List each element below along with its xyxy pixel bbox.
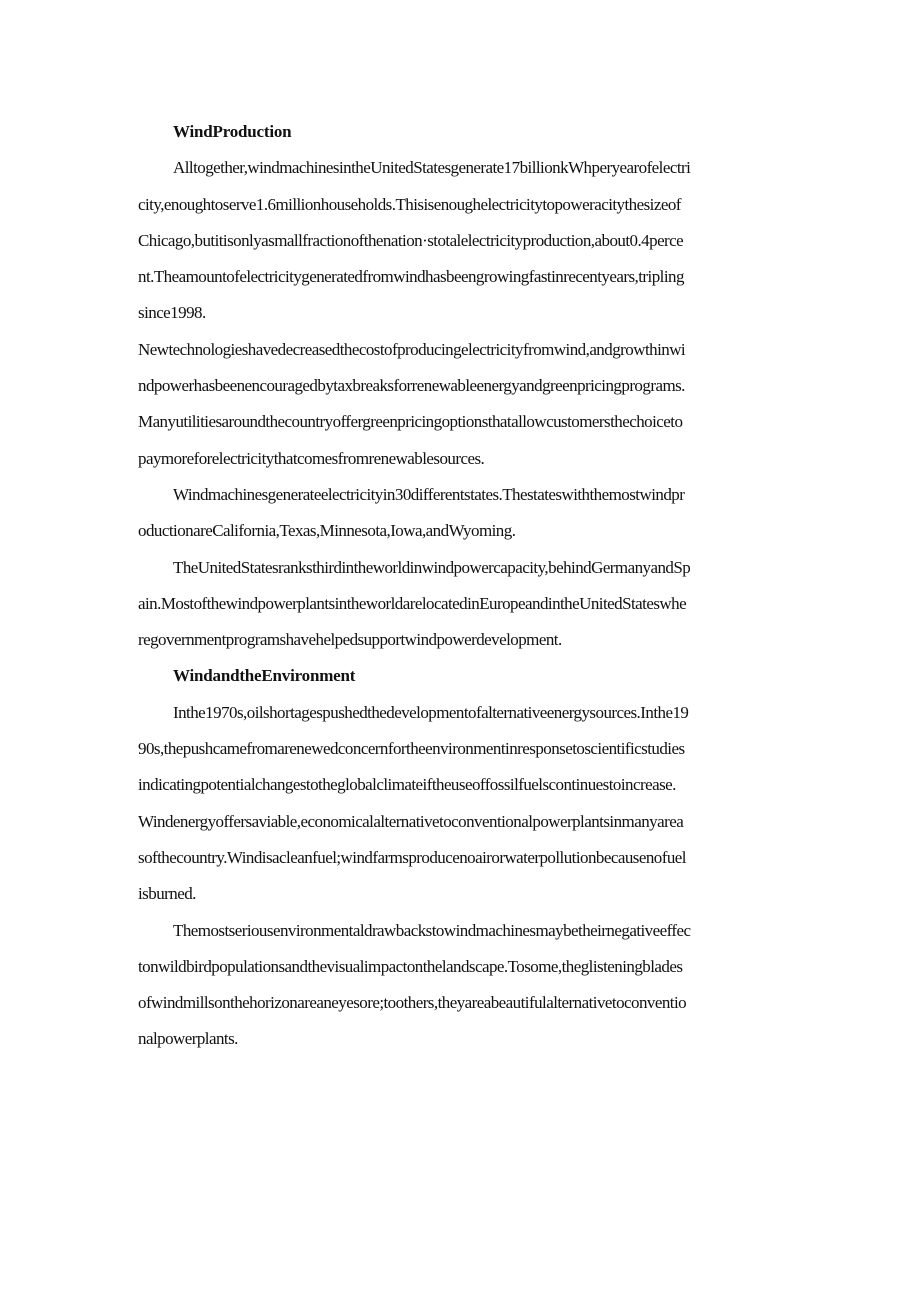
paragraph-line: ain.MostofthewindpowerplantsintheworldarelocatedinEuropeandintheUnitedStateswhe — [138, 593, 687, 613]
paragraph-line: Newtechnologieshavedecreasedthecostofproducingelectricityfromwind,andgrowthinwi — [138, 339, 686, 359]
paragraph-line: Chicago,butitisonlyasmallfractionofthenation·stotalelectricityproduction,about0.4perce — [138, 230, 684, 250]
paragraph-line: nt.Theamountofelectricitygeneratedfromwindhasbeengrowingfastinrecentyears,tripling — [138, 267, 684, 287]
paragraph-line: tonwildbirdpopulationsandthevisualimpactonthelandscape.Tosome,theglisteningblades — [138, 956, 683, 976]
paragraph-line: paymoreforelectricitythatcomesfromrenewablesources. — [138, 448, 485, 468]
document-body — [138, 114, 786, 1058]
paragraph-line: city,enoughtoserve1.6millionhouseholds.Thisisenoughelectricitytopoweracitythesizeof — [138, 194, 681, 214]
paragraph-line: isburned. — [138, 884, 196, 904]
paragraph-line: ofwindmillsonthehorizonareaneyesore;toothers,theyareabeautifulalternativetoconventio — [138, 993, 687, 1013]
section-heading-wind-production: WindProduction — [173, 122, 292, 141]
paragraph-line: softhecountry.Windisacleanfuel;windfarmsproducenoairorwaterpollutionbecausenofuel — [138, 847, 686, 867]
paragraph-line: ndpowerhasbeenencouragedbytaxbreaksforrenewableenergyandgreenpricingprograms. — [138, 376, 685, 396]
paragraph-line: Windmachinesgenerateelectricityin30differentstates.Thestateswiththemostwindpr — [173, 484, 685, 504]
paragraph-line: since1998. — [138, 303, 206, 323]
paragraph-line: nalpowerplants. — [138, 1029, 238, 1049]
paragraph-line: TheUnitedStatesranksthirdintheworldinwindpowercapacity,behindGermanyandSp — [173, 557, 691, 577]
paragraph-line: Alltogether,windmachinesintheUnitedStatesgenerate17billionkWhperyearofelectri — [173, 158, 691, 178]
paragraph-line: Manyutilitiesaroundthecountryoffergreenpricingoptionsthatallowcustomersthechoiceto — [138, 412, 683, 432]
section-heading-wind-and-environment: WindandtheEnvironment — [173, 666, 356, 686]
paragraph-line: oductionareCalifornia,Texas,Minnesota,Iowa,andWyoming. — [138, 521, 516, 541]
paragraph-line: Inthe1970s,oilshortagespushedthedevelopmentofalternativeenergysources.Inthe19 — [173, 702, 689, 722]
paragraph-line: 90s,thepushcamefromarenewedconcernfortheenvironmentinresponsetoscientificstudies — [138, 739, 685, 759]
paragraph-line: Themostseriousenvironmentaldrawbackstowindmachinesmaybetheirnegativeeffec — [173, 920, 691, 940]
paragraph-line: regovernmentprogramshavehelpedsupportwindpowerdevelopment. — [138, 630, 562, 650]
paragraph-line: indicatingpotentialchangestotheglobalclimateiftheuseoffossilfuelscontinuestoincrease. — [138, 775, 676, 795]
paragraph-line: Windenergyoffersaviable,economicalalternativetoconventionalpowerplantsinmanyarea — [138, 811, 684, 831]
